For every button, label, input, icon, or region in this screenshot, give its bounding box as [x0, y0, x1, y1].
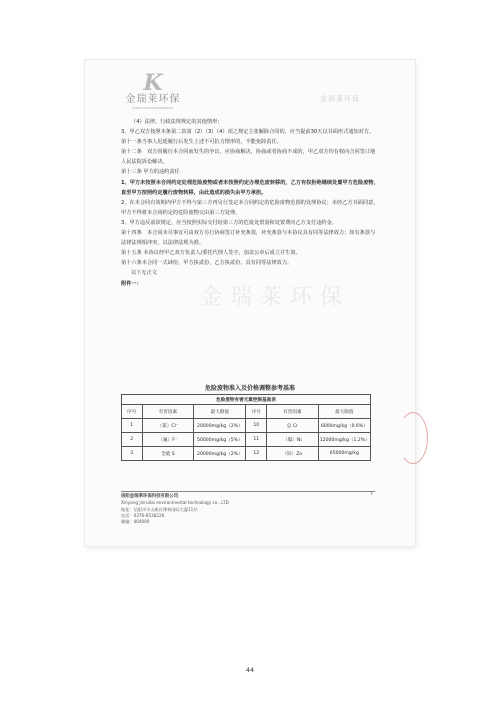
table-cell: （锌）Zn [267, 447, 319, 461]
footer-divider [121, 491, 375, 492]
table-cell: 6000mg/kg（0.6%） [318, 419, 370, 433]
table-cell: 3 [122, 447, 143, 461]
table-cell: 全硫 S [142, 447, 194, 461]
table-cell: 总 Cr [267, 419, 319, 433]
body-paragraph: 第十六条本合同一式肆份，甲方执贰份，乙方执贰份，具有同等法律效力。 [121, 260, 293, 267]
seal-stamp [398, 412, 428, 464]
body-paragraph: 3、甲方违反前款规定，应当按照实际交付给第三方的危废处置量和处置费向乙方支付违约金。 [121, 219, 337, 226]
table-cell: 2 [122, 433, 143, 447]
header-cell: 有害因素 [267, 405, 319, 419]
company-logo [118, 72, 188, 114]
contract-body [121, 117, 379, 289]
table-row [122, 447, 371, 461]
hazard-limits-table [121, 394, 371, 461]
table-caption: 危险废物有害元素控制基准表 [122, 395, 371, 405]
table-cell: 20000mg/kg（2%） [194, 419, 246, 433]
body-paragraph: 以下无正文 [131, 270, 157, 277]
footer-company-en: Xinyang Jinruilai environmental technology co., LTD [121, 500, 229, 506]
table-cell: 20000mg/kg（2%） [194, 447, 246, 461]
table-cell: 11 [246, 433, 267, 447]
table-cell: 1 [122, 419, 143, 433]
header-cell: 最大限值 [318, 405, 370, 419]
header-right-mark: 金瑞莱环保 [320, 95, 360, 103]
body-paragraph: 第十三条 甲方的违约责任 [121, 169, 180, 176]
header-cell: 序号 [246, 405, 267, 419]
table-cell: 12000mg/kg（1.2%） [318, 433, 370, 447]
letterhead-footer [121, 494, 379, 525]
table-cell: 12 [246, 447, 267, 461]
footer-postcode: 邮编：464000 [121, 519, 150, 525]
body-paragraph: 3、甲乙双方按照本条第二款第（2）（3）（4）项之规定主张解除合同的，应当提前30天以书面形式通知对方。 [121, 129, 375, 136]
watermark: 金瑞莱环保 [200, 285, 351, 310]
table-cell: （氟）F⁻ [142, 433, 194, 447]
table-cell: 10 [246, 419, 267, 433]
header-cell: 有害因素 [142, 405, 194, 419]
logo-glyph: K [143, 70, 163, 96]
logo-text: 金瑞莱环保 [125, 94, 181, 105]
footer-address: 地址：信阳市羊山新区博林国际大厦11层 [121, 506, 198, 512]
inner-page-number: 7 [370, 492, 373, 497]
header-cell: 序号 [122, 405, 143, 419]
footer-company-cn: 信阳金瑞莱环保科技有限公司 [121, 494, 179, 499]
table-title: 危险废物准入及价格调整参考基准 [204, 385, 295, 392]
table-row [122, 419, 371, 433]
body-paragraph: 1、甲方未按照本合同约定处理危险废物或者未按照约定办理危废转移的，乙方有权拒绝继续处置甲方危险废物，直至甲方按照约定履行废物转移，由此造成的损失由甲方承担。 [121, 179, 379, 196]
table-cell: （镍）Ni [267, 433, 319, 447]
body-paragraph: 第十五条 本协议经甲乙双方负责人/委托代理人签字，加盖公章后成立并生效。 [121, 250, 301, 257]
body-paragraph: 第十二条 双方因履行本合同而发生的争议，应协商解决，协商或者协商不成的，甲乙双方均有权向合同签订地人民法院诉讼解决。 [121, 149, 376, 166]
table-cell: 50000mg/kg（5%） [194, 433, 246, 447]
header-cell: 最大限值 [194, 405, 246, 419]
page-number: 44 [245, 666, 255, 674]
table-cell: （氯）Cl⁻ [142, 419, 194, 433]
body-paragraph: （4）法律、行政法规规定的其他情形； [131, 119, 223, 125]
footer-phone: 电话：0376-6538226 [121, 512, 165, 518]
body-paragraph: 第十一条当事人迟延履行后发生上述不可抗力情形的，不能免除责任。 [121, 139, 282, 146]
table-cell: 65000mg/kg [318, 447, 370, 461]
logo-subtext: JINRUILAI ENVIRONMENTAL [132, 106, 174, 110]
body-paragraph: 附件一： [121, 280, 142, 287]
body-paragraph: 第十四条 本合同未尽事宜可由双方另行协商签订补充条款，补充条款与本协议具有同等法律效力；如有条款与法律法规相冲突，以法律法规为准。 [121, 230, 376, 247]
table-row [122, 433, 371, 447]
body-paragraph: 2、在本合同有效期内甲方不得与第三方再另行签定本合同约定的危险废物范围的处理协议；未经乙方书面同意，甲方不得将本合同约定的危险废物交由第三方处理。 [121, 199, 379, 216]
